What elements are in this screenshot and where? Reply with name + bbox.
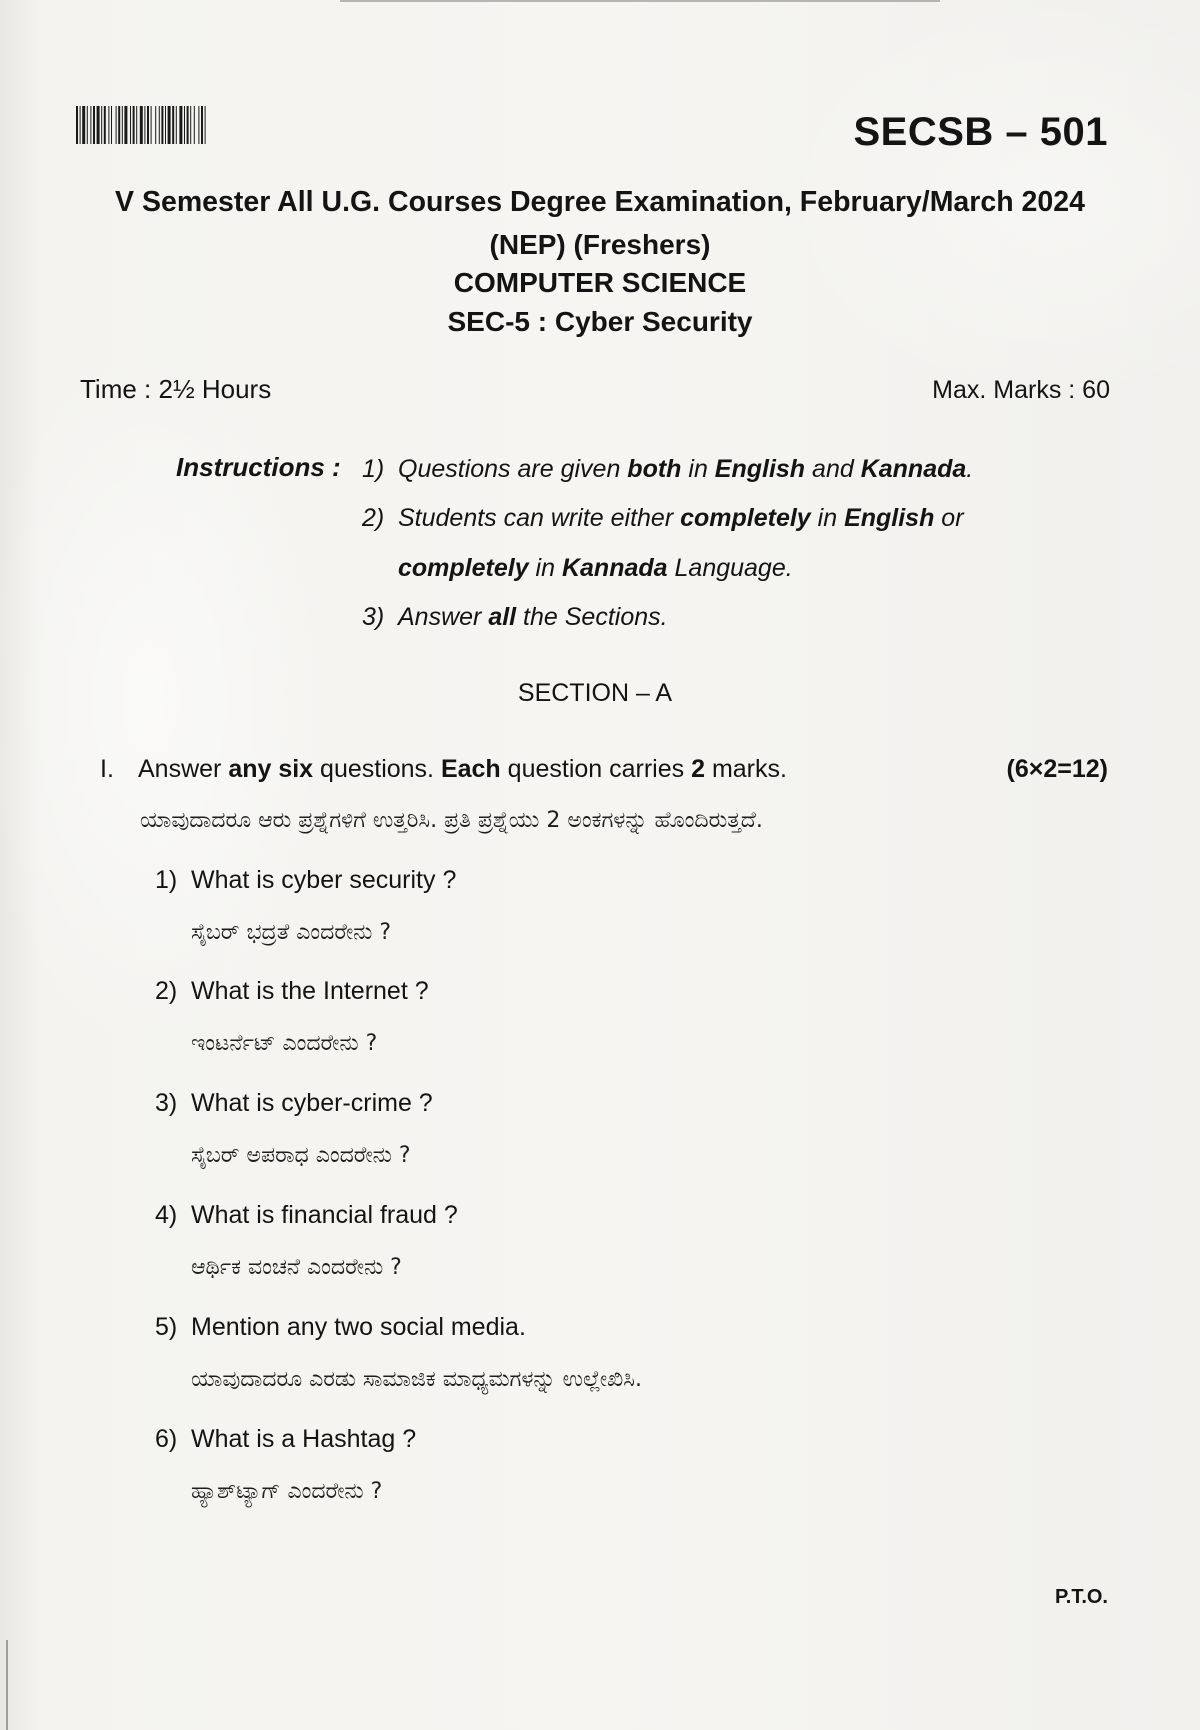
instruction-text: Students can write either completely in English or [398,504,964,532]
question-text-kannada: ಹ್ಯಾಶ್‌ಟ್ಯಾಗ್ ಎಂದರೇನು ? [191,1479,383,1504]
question-item [155,977,1055,1077]
question-item [155,866,1055,966]
question-number: 1) [155,866,178,894]
max-marks: Max. Marks : 60 [932,376,1110,404]
paper-title: SEC-5 : Cyber Security [447,306,753,337]
time-allowed: Time : 2½ Hours [80,374,272,404]
question-roman-number: I. [100,755,114,783]
question-text-kannada: ಆರ್ಥಿಕ ವಂಚನೆ ಎಂದರೇನು ? [191,1255,402,1280]
paper-code: SECSB – 501 [853,110,1108,154]
instruction-number: 3) [362,603,385,631]
question-text-english: What is cyber-crime ? [191,1089,433,1117]
question-number: 3) [155,1089,178,1117]
instruction-number: 2) [362,504,385,532]
question-number: 2) [155,977,178,1005]
section-heading: SECTION – A [517,679,673,707]
question-item [155,1201,1055,1301]
please-turn-over: P.T.O. [1055,1586,1108,1608]
question-item [155,1313,1055,1413]
question-item [155,1425,1055,1525]
question-instruction: Answer any six questions. Each question carries 2 marks. [138,755,787,783]
scan-edge-mark [6,1640,8,1730]
question-number: 4) [155,1201,178,1229]
question-instruction-kannada: ಯಾವುದಾದರೂ ಆರು ಪ್ರಶ್ನೆಗಳಿಗೆ ಉತ್ತರಿಸಿ. ಪ್ರತಿ ಪ್ರಶ್ನೆಯು 2 ಅಂಕಗಳನ್ನು ಹೊಂದಿರುತ್ತದೆ. [140,808,763,833]
question-text-english: What is cyber security ? [191,866,457,894]
question-text-kannada: ಇಂಟರ್ನೆಟ್ ಎಂದರೇನು ? [191,1031,378,1056]
question-text-english: What is the Internet ? [191,977,429,1005]
instruction-text: Questions are given both in English and Kannada. [398,455,974,483]
instruction-text: completely in Kannada Language. [398,554,793,582]
question-text-kannada: ಯಾವುದಾದರೂ ಎರಡು ಸಾಮಾಜಿಕ ಮಾಧ್ಯಮಗಳನ್ನು ಉಲ್ಲೇಖಿಸಿ. [191,1367,642,1392]
question-text-english: What is financial fraud ? [191,1201,458,1229]
question-text-english: Mention any two social media. [191,1313,526,1341]
question-text-kannada: ಸೈಬರ್ ಅಪರಾಧ ಎಂದರೇನು ? [191,1143,411,1168]
instruction-number: 1) [362,455,385,483]
instruction-text: Answer all the Sections. [398,603,668,631]
question-number: 6) [155,1425,178,1453]
question-item [155,1089,1055,1189]
barcode [76,106,312,144]
exam-title: V Semester All U.G. Courses Degree Examination, February/March 2024 [115,186,1085,218]
exam-scheme: (NEP) (Freshers) [489,229,711,260]
question-text-kannada: ಸೈಬರ್ ಭದ್ರತೆ ಎಂದರೇನು ? [191,920,392,945]
subject-title: COMPUTER SCIENCE [453,267,747,298]
instructions-label: Instructions : [176,452,341,482]
question-number: 5) [155,1313,178,1341]
question-text-english: What is a Hashtag ? [191,1425,417,1453]
scan-edge-line [340,0,940,2]
question-marks: (6×2=12) [1006,755,1108,783]
